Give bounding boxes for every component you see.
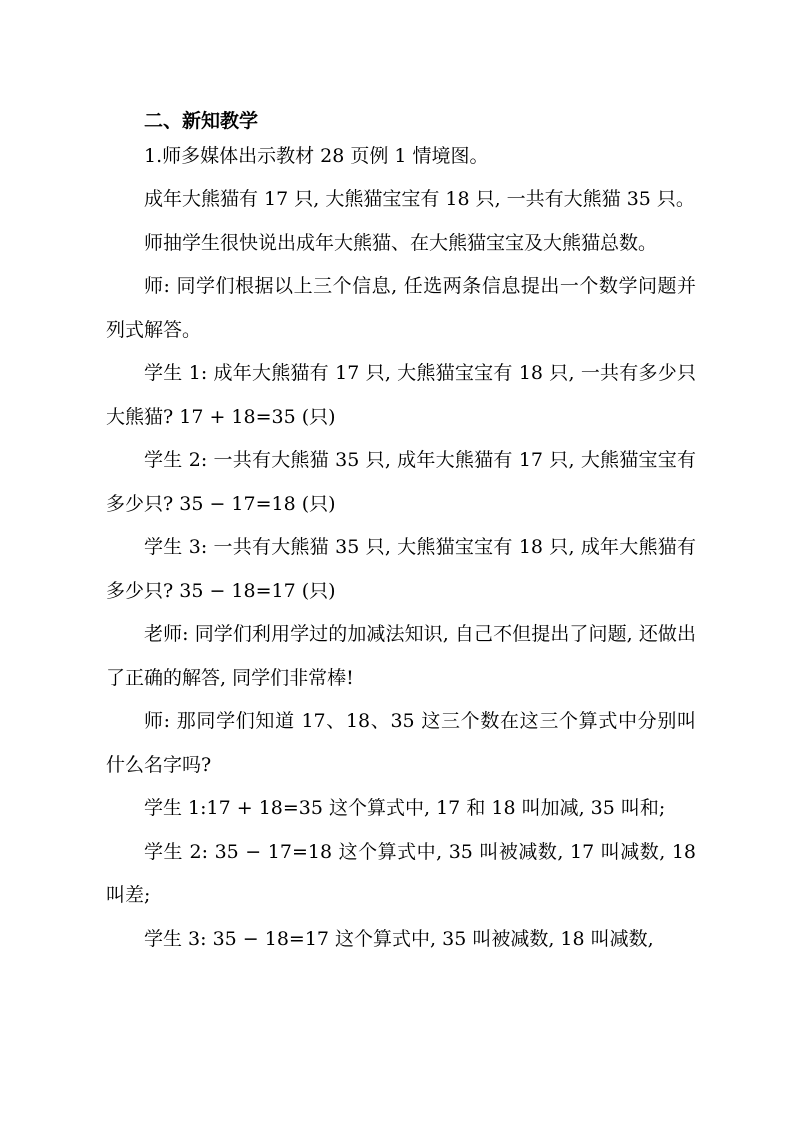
paragraph-6: 学生 2: 一共有大熊猫 35 只, 成年大熊猫有 17 只, 大熊猫宝宝有多少只? 35 − 17=18 (只): [106, 449, 696, 515]
paragraph-10: 学生 1:17 + 18=35 这个算式中, 17 和 18 叫加减, 35 叫和;: [144, 797, 666, 819]
paragraph-4: 师: 同学们根据以上三个信息, 任选两条信息提出一个数学问题并列式解答。: [106, 275, 696, 341]
paragraph-8: 老师: 同学们利用学过的加减法知识, 自己不但提出了问题, 还做出了正确的解答, 同学们非常棒!: [106, 623, 696, 689]
paragraph-12: 学生 3: 35 − 18=17 这个算式中, 35 叫被减数, 18 叫减数,: [144, 927, 654, 950]
paragraph-2: 成年大熊猫有 17 只, 大熊猫宝宝有 18 只, 一共有大熊猫 35 只。: [144, 188, 695, 210]
document-body: [106, 104, 696, 961]
paragraph-3: 师抽学生很快说出成年大熊猫、在大熊猫宝宝及大熊猫总数。: [144, 231, 658, 254]
paragraph-7: 学生 3: 一共有大熊猫 35 只, 大熊猫宝宝有 18 只, 成年大熊猫有多少只? 35 − 18=17 (只): [106, 536, 696, 602]
paragraph-1: 1.师多媒体出示教材 28 页例 1 情境图。: [144, 145, 489, 167]
paragraph-11: 学生 2: 35 − 17=18 这个算式中, 35 叫被减数, 17 叫减数, 18 叫差;: [106, 840, 696, 906]
section-heading: 二、新知教学: [144, 110, 259, 132]
paragraph-9: 师: 那同学们知道 17、18、35 这三个数在这三个算式中分别叫什么名字吗?: [106, 710, 696, 776]
paragraph-5: 学生 1: 成年大熊猫有 17 只, 大熊猫宝宝有 18 只, 一共有多少只大熊猫? 17 + 18=35 (只): [106, 362, 696, 428]
